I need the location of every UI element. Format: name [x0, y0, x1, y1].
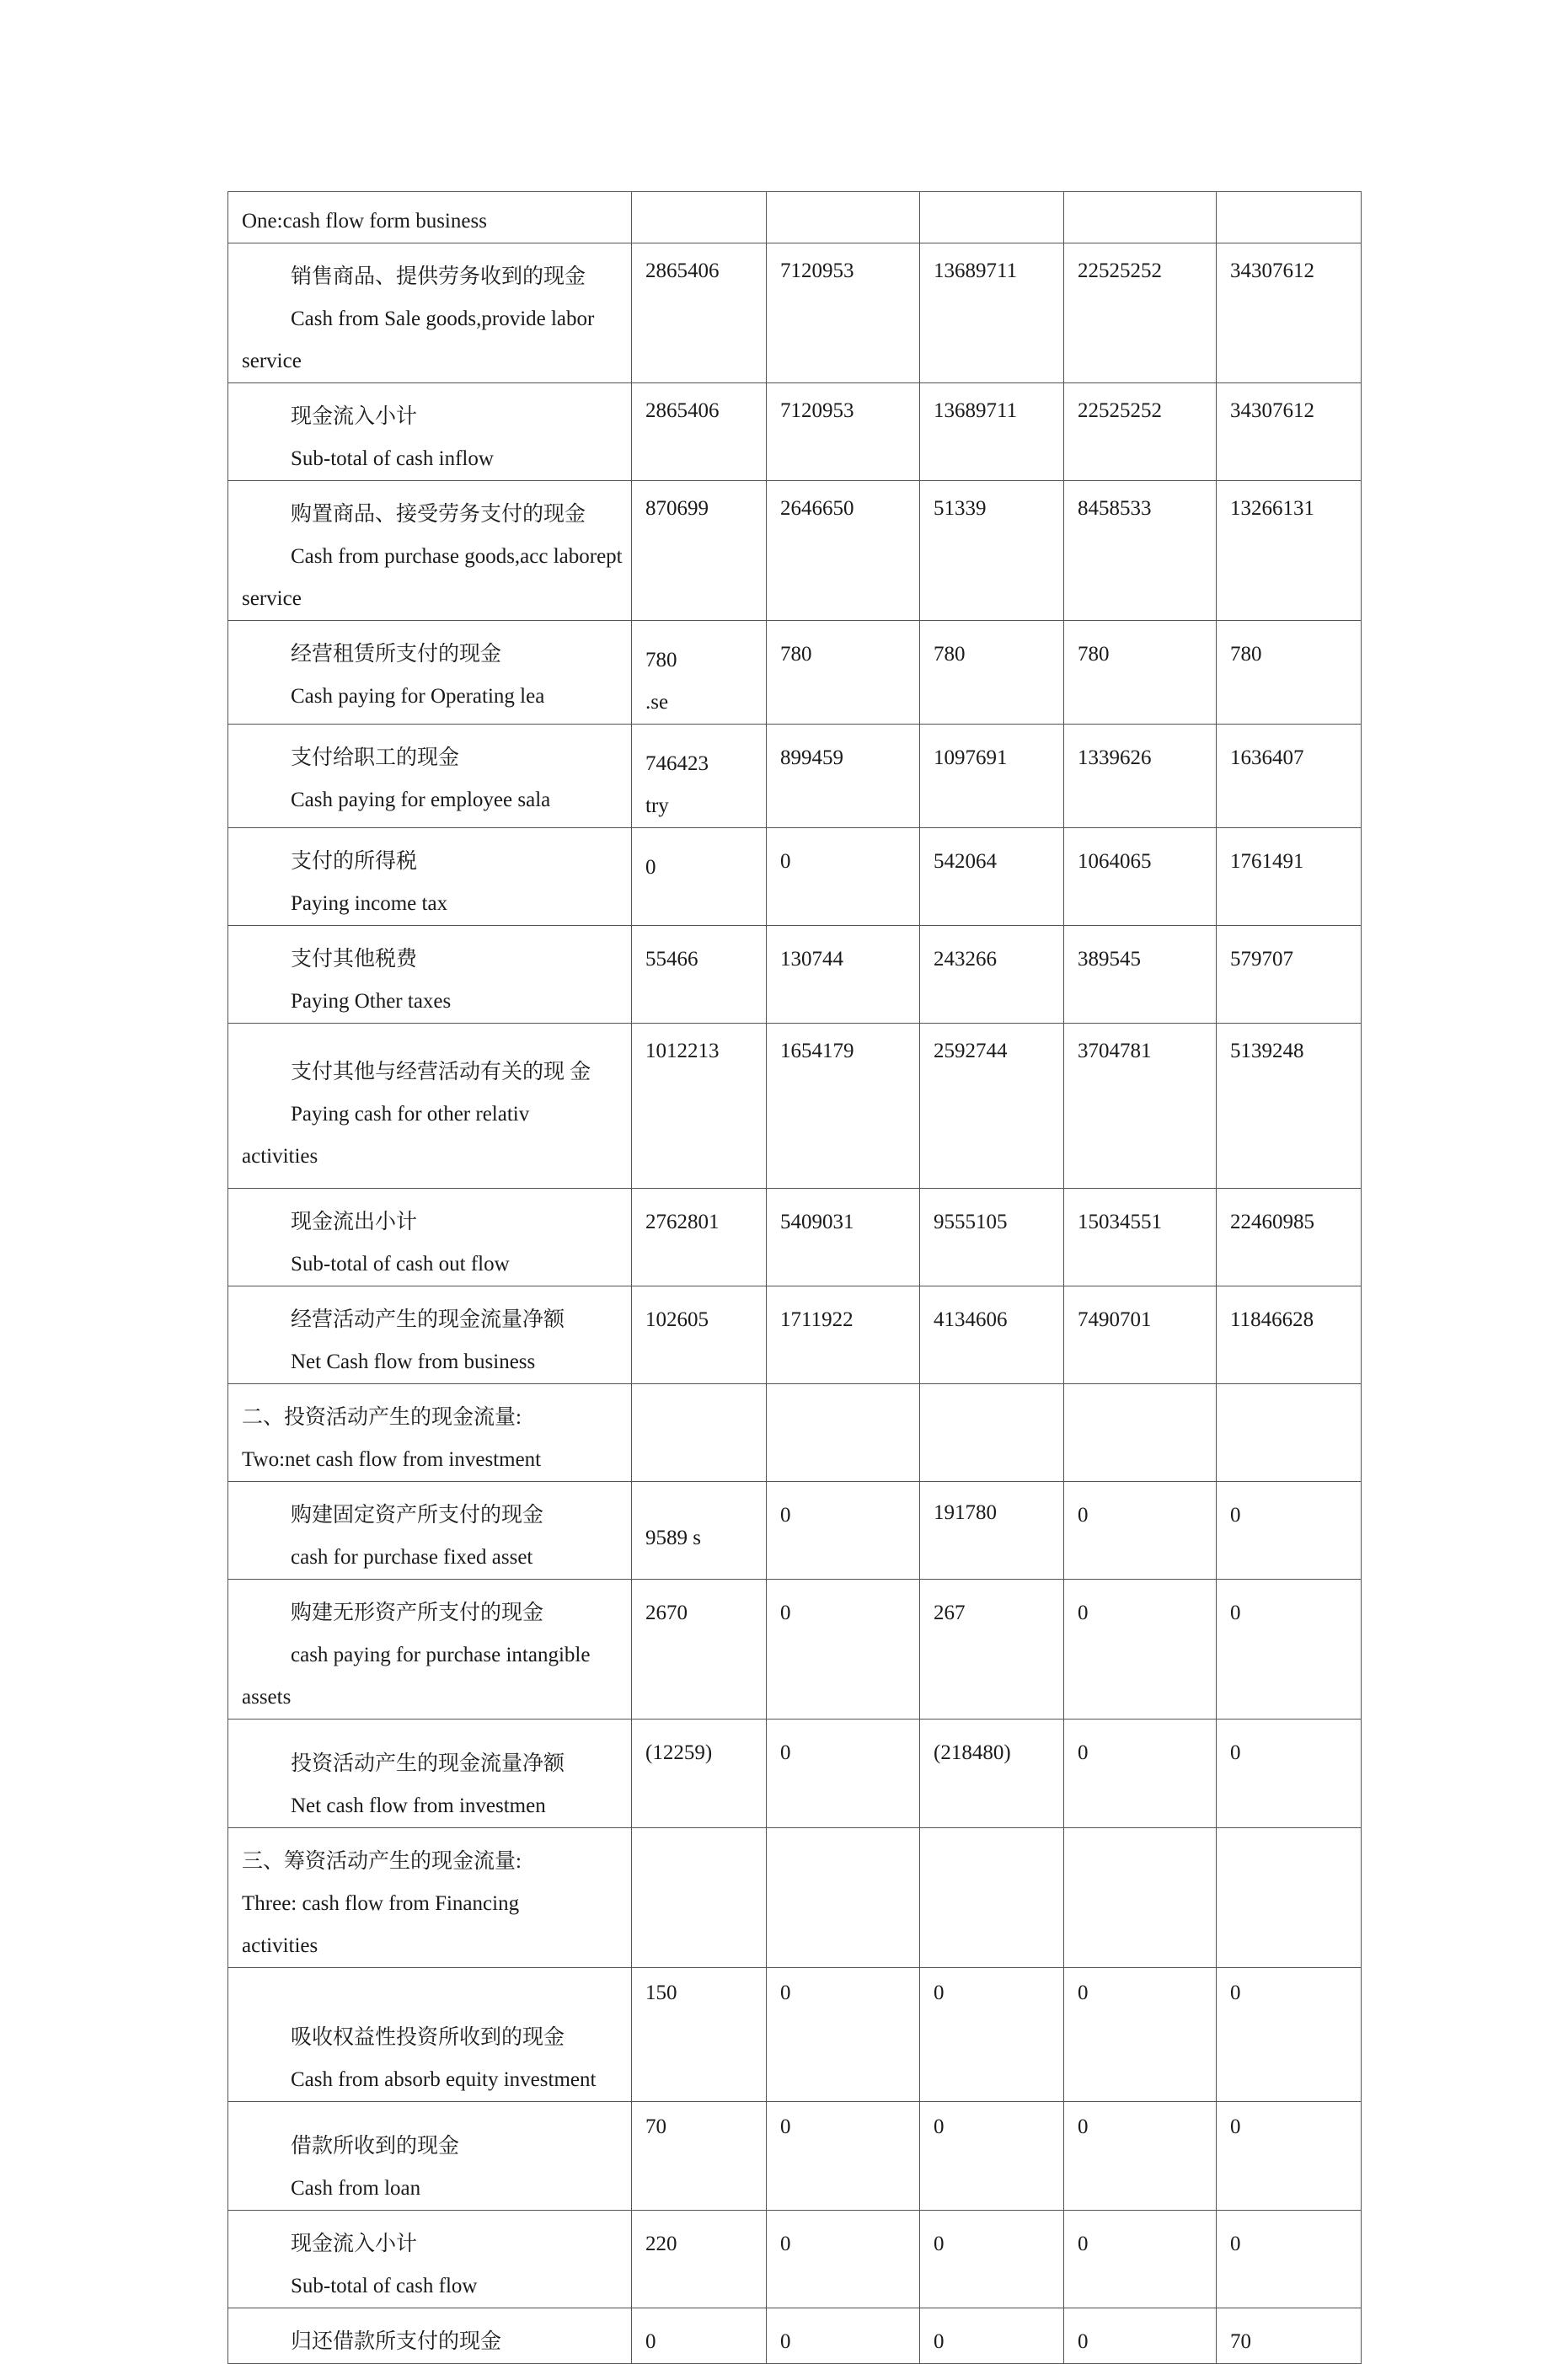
row-label-line: 二、投资活动产生的现金流量: [242, 1406, 522, 1429]
value-cell: 780 [920, 621, 1064, 725]
value-cell: 8458533 [1064, 481, 1217, 621]
value-cell: 13689711 [920, 383, 1064, 481]
table-row [228, 1828, 1362, 1968]
row-label-line: cash paying for purchase intangible [291, 1644, 591, 1666]
value-cell: 7490701 [1064, 1286, 1217, 1384]
table-row [228, 1384, 1362, 1482]
value-cell: 0 [767, 2102, 920, 2211]
value-cell: 1339626 [1064, 725, 1217, 828]
cash-flow-table [227, 191, 1362, 2364]
value-cell: 746423 try [632, 725, 767, 828]
row-label-line: 借款所收到的现金 [291, 2135, 460, 2158]
value-cell: 0 [632, 828, 767, 926]
table-row [228, 383, 1362, 481]
value-cell: 15034551 [1064, 1189, 1217, 1286]
table-row [228, 1482, 1362, 1580]
row-label-line: Cash from purchase goods,acc laborept [291, 545, 623, 568]
row-label-line: activities [242, 1934, 318, 1957]
value-cell [1217, 192, 1362, 243]
value-cell: 150 [632, 1968, 767, 2102]
row-label-line: Paying Other taxes [291, 990, 452, 1013]
row-label-line: 经营活动产生的现金流量净额 [291, 1308, 565, 1331]
row-label-cell [228, 1580, 632, 1720]
value-cell: 780 [1064, 621, 1217, 725]
table-row [228, 926, 1362, 1024]
row-label-cell [228, 2308, 632, 2364]
value-cell: 34307612 [1217, 383, 1362, 481]
value-cell: 1711922 [767, 1286, 920, 1384]
row-label-line: 现金流出小计 [291, 1211, 418, 1233]
table-row [228, 1580, 1362, 1720]
row-label-line: service [242, 350, 302, 372]
table-row [228, 243, 1362, 383]
row-label-line: Cash from absorb equity investment [291, 2068, 597, 2091]
value-cell [632, 192, 767, 243]
row-label-line: Paying cash for other relativ [291, 1103, 530, 1126]
value-cell: 5139248 [1217, 1024, 1362, 1189]
row-label-line: 购建固定资产所支付的现金 [291, 1504, 544, 1527]
value-cell: 51339 [920, 481, 1064, 621]
row-label-line: Paying income tax [291, 892, 448, 915]
value-cell: 0 [1064, 1720, 1217, 1828]
row-label-cell [228, 1024, 632, 1189]
value-cell: 267 [920, 1580, 1064, 1720]
value-cell: 9555105 [920, 1189, 1064, 1286]
value-cell: 1064065 [1064, 828, 1217, 926]
value-cell [767, 1828, 920, 1968]
row-label-line: 购置商品、接受劳务支付的现金 [291, 503, 586, 526]
table-row [228, 481, 1362, 621]
value-cell: 899459 [767, 725, 920, 828]
row-label-line: One:cash flow form business [242, 210, 487, 233]
row-label-cell [228, 621, 632, 725]
value-cell: 4134606 [920, 1286, 1064, 1384]
row-label-line: assets [242, 1686, 292, 1709]
value-cell [1064, 1384, 1217, 1482]
value-cell [920, 1828, 1064, 1968]
value-cell: 1761491 [1217, 828, 1362, 926]
value-cell: 0 [1064, 1968, 1217, 2102]
table-row [228, 192, 1362, 243]
table-row [228, 2211, 1362, 2308]
value-cell: 0 [767, 1482, 920, 1580]
value-cell: 11846628 [1217, 1286, 1362, 1384]
row-label-line: Three: cash flow from Financing [242, 1892, 520, 1915]
value-cell: 2865406 [632, 243, 767, 383]
value-cell [1064, 1828, 1217, 1968]
table-row [228, 2102, 1362, 2211]
value-cell: 0 [767, 1580, 920, 1720]
value-cell: 780 [767, 621, 920, 725]
row-label-line: 现金流入小计 [291, 2233, 418, 2255]
value-cell: 1636407 [1217, 725, 1362, 828]
row-label-line: 经营租赁所支付的现金 [291, 643, 502, 666]
value-cell: 0 [1217, 1482, 1362, 1580]
table-row [228, 2308, 1362, 2364]
row-label-cell [228, 1968, 632, 2102]
value-cell: 2670 [632, 1580, 767, 1720]
value-cell: 0 [1217, 1720, 1362, 1828]
value-cell: 0 [767, 1968, 920, 2102]
row-label-line: service [242, 587, 302, 610]
table-row [228, 828, 1362, 926]
value-cell: 1654179 [767, 1024, 920, 1189]
row-label-line: 三、筹资活动产生的现金流量: [242, 1850, 522, 1873]
value-cell: 0 [767, 2308, 920, 2364]
row-label-line: Cash paying for Operating lea [291, 685, 545, 708]
value-cell: 1012213 [632, 1024, 767, 1189]
value-cell: 2762801 [632, 1189, 767, 1286]
value-cell: 3704781 [1064, 1024, 1217, 1189]
value-cell: 22525252 [1064, 243, 1217, 383]
row-label-cell [228, 1189, 632, 1286]
row-label-line: Cash paying for employee sala [291, 789, 551, 811]
row-label-line: Cash from loan [291, 2177, 421, 2200]
value-cell: 0 [1217, 2211, 1362, 2308]
row-label-cell [228, 383, 632, 481]
row-label-cell [228, 828, 632, 926]
value-cell [920, 1384, 1064, 1482]
table-row [228, 725, 1362, 828]
row-label-line: Net Cash flow from business [291, 1350, 536, 1373]
value-cell: 0 [1064, 1482, 1217, 1580]
row-label-line: 现金流入小计 [291, 405, 418, 428]
cash-flow-table-body [228, 192, 1362, 2364]
table-row [228, 1968, 1362, 2102]
row-label-line: 购建无形资产所支付的现金 [291, 1602, 544, 1624]
value-cell: 9589 s [632, 1482, 767, 1580]
row-label-line: 支付其他税费 [291, 948, 418, 971]
value-cell: 1097691 [920, 725, 1064, 828]
value-cell: 2646650 [767, 481, 920, 621]
value-cell: 0 [920, 1968, 1064, 2102]
value-cell: 13689711 [920, 243, 1064, 383]
value-cell: (12259) [632, 1720, 767, 1828]
row-label-line: Net cash flow from investmen [291, 1794, 546, 1817]
value-cell: 7120953 [767, 243, 920, 383]
value-cell [1217, 1828, 1362, 1968]
row-label-cell [228, 2102, 632, 2211]
value-cell: 0 [1064, 2211, 1217, 2308]
value-cell: 34307612 [1217, 243, 1362, 383]
row-label-line: Sub-total of cash flow [291, 2275, 478, 2297]
value-cell: 22525252 [1064, 383, 1217, 481]
value-cell: 0 [920, 2102, 1064, 2211]
row-label-line: 支付其他与经营活动有关的现 金 [291, 1061, 591, 1083]
row-label-line: 销售商品、提供劳务收到的现金 [291, 265, 586, 288]
row-label-cell [228, 2211, 632, 2308]
row-label-cell [228, 192, 632, 243]
row-label-line: 归还借款所支付的现金 [291, 2330, 502, 2353]
value-cell: 0 [1217, 1580, 1362, 1720]
row-label-line: Two:net cash flow from investment [242, 1448, 542, 1471]
value-cell: 22460985 [1217, 1189, 1362, 1286]
table-row [228, 1720, 1362, 1828]
value-cell [632, 1828, 767, 1968]
value-cell: 70 [1217, 2308, 1362, 2364]
value-cell: 0 [920, 2211, 1064, 2308]
value-cell: 0 [767, 828, 920, 926]
row-label-line: activities [242, 1145, 318, 1168]
value-cell: 542064 [920, 828, 1064, 926]
value-cell: 0 [767, 2211, 920, 2308]
value-cell: 0 [1217, 2102, 1362, 2211]
value-cell [632, 1384, 767, 1482]
value-cell: 0 [1064, 2308, 1217, 2364]
value-cell: 780 [1217, 621, 1362, 725]
value-cell: 870699 [632, 481, 767, 621]
row-label-cell [228, 1482, 632, 1580]
value-cell [1064, 192, 1217, 243]
value-cell: 7120953 [767, 383, 920, 481]
value-cell: 0 [1064, 1580, 1217, 1720]
value-cell: 70 [632, 2102, 767, 2211]
row-label-line: 投资活动产生的现金流量净额 [291, 1752, 565, 1775]
row-label-line: Sub-total of cash inflow [291, 447, 494, 470]
value-cell [767, 192, 920, 243]
value-cell: 0 [1217, 1968, 1362, 2102]
row-label-cell [228, 926, 632, 1024]
value-cell: 243266 [920, 926, 1064, 1024]
table-row [228, 1024, 1362, 1189]
row-label-cell [228, 481, 632, 621]
row-label-line: Sub-total of cash out flow [291, 1253, 510, 1276]
row-label-line: Cash from Sale goods,provide labor [291, 308, 595, 330]
value-cell: 191780 [920, 1482, 1064, 1580]
row-label-line: 吸收权益性投资所收到的现金 [291, 2026, 565, 2049]
value-cell: 102605 [632, 1286, 767, 1384]
value-cell: 0 [920, 2308, 1064, 2364]
table-row [228, 1189, 1362, 1286]
row-label-cell [228, 1828, 632, 1968]
value-cell: 0 [632, 2308, 767, 2364]
value-cell: 220 [632, 2211, 767, 2308]
value-cell: 2592744 [920, 1024, 1064, 1189]
row-label-cell [228, 1720, 632, 1828]
value-cell: 780 .se [632, 621, 767, 725]
value-cell: 13266131 [1217, 481, 1362, 621]
value-cell: 0 [767, 1720, 920, 1828]
row-label-cell [228, 243, 632, 383]
value-cell: 2865406 [632, 383, 767, 481]
value-cell: 389545 [1064, 926, 1217, 1024]
value-cell: 0 [1064, 2102, 1217, 2211]
row-label-line: 支付的所得税 [291, 850, 418, 873]
value-cell: 55466 [632, 926, 767, 1024]
table-row [228, 1286, 1362, 1384]
row-label-line: 支付给职工的现金 [291, 746, 460, 769]
row-label-cell [228, 1286, 632, 1384]
value-cell: (218480) [920, 1720, 1064, 1828]
table-row [228, 621, 1362, 725]
row-label-cell [228, 725, 632, 828]
row-label-cell [228, 1384, 632, 1482]
value-cell: 5409031 [767, 1189, 920, 1286]
value-cell [920, 192, 1064, 243]
row-label-line: cash for purchase fixed asset [291, 1546, 533, 1569]
value-cell [1217, 1384, 1362, 1482]
value-cell: 579707 [1217, 926, 1362, 1024]
value-cell: 130744 [767, 926, 920, 1024]
value-cell [767, 1384, 920, 1482]
